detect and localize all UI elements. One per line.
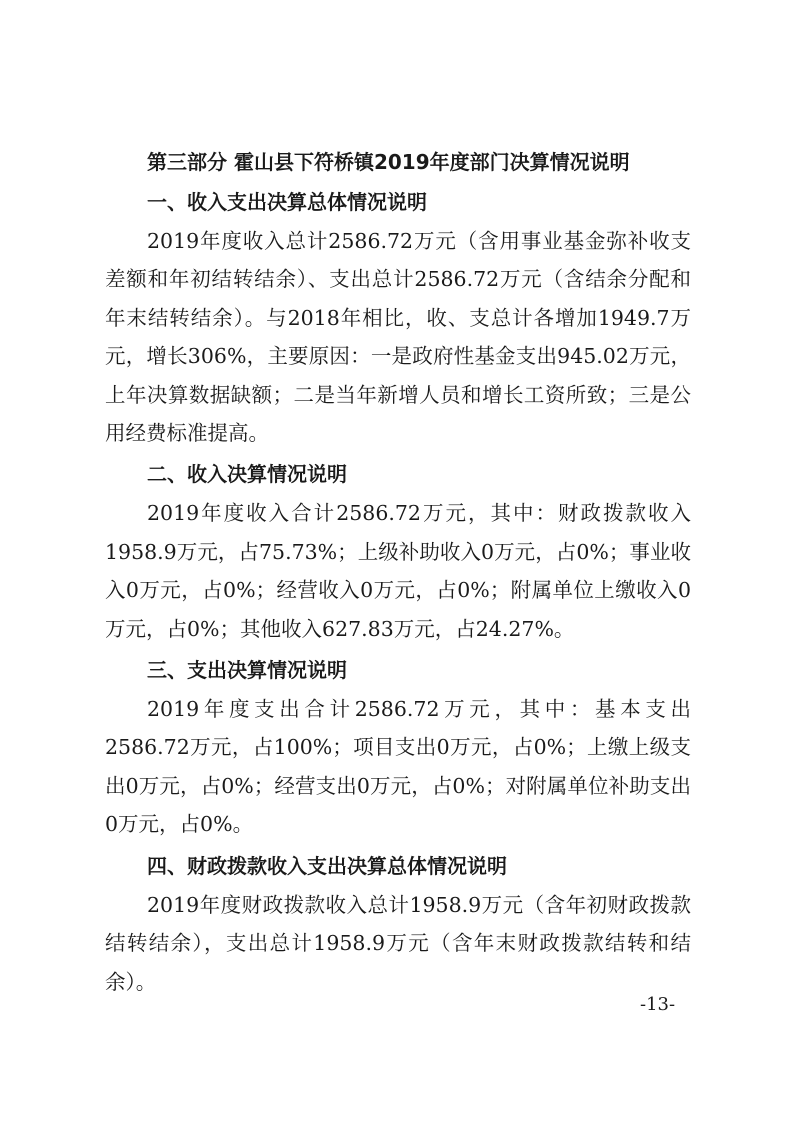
section-heading: 二、收入决算情况说明 xyxy=(147,462,347,487)
section-heading: 一、收入支出决算总体情况说明 xyxy=(147,190,427,214)
section-fiscal-appropriation xyxy=(105,848,691,1001)
section-paragraph: 2019年度财政拨款收入总计1958.9万元（含年初财政拨款结转结余），支出总计1958.9万元（含年末财政拨款结转和结余）。 xyxy=(105,892,691,994)
document-title: 第三部分 霍山县下符桥镇2019年度部门决算情况说明 xyxy=(147,150,630,174)
section-overview xyxy=(105,184,691,452)
section-paragraph: 2019年度支出合计2586.72万元，其中：基本支出2586.72万元，占100%；项目支出0万元，占0%；上缴上级支出0万元，占0%；经营支出0万元，占0%；对附属单位补助支出0万元，占0%。 xyxy=(105,697,691,837)
section-heading: 四、财政拨款收入支出决算总体情况说明 xyxy=(147,853,507,878)
section-heading: 三、支出决算情况说明 xyxy=(147,658,347,683)
section-income xyxy=(105,456,691,648)
section-paragraph: 2019年度收入总计2586.72万元（含用事业基金弥补收支差额和年初结转结余）、支出总计2586.72万元（含结余分配和年末结转结余）。与2018年相比，收、支总计各增加1949.7万元，增长306%，主要原因：一是政府性基金支出945.02万元，上年决算数据缺额；二是当年新增人员和增长工资所致；三是公用经费标准提高。 xyxy=(105,229,691,446)
section-paragraph: 2019年度收入合计2586.72万元，其中：财政拨款收入1958.9万元，占75.73%；上级补助收入0万元，占0%；事业收入0万元，占0%；经营收入0万元，占0%；附属单位上缴收入0万元，占0%；其他收入627.83万元，占24.27%。 xyxy=(105,501,691,641)
page-number: -13- xyxy=(640,994,676,1015)
section-expenditure xyxy=(105,652,691,844)
document-body xyxy=(105,144,691,1001)
